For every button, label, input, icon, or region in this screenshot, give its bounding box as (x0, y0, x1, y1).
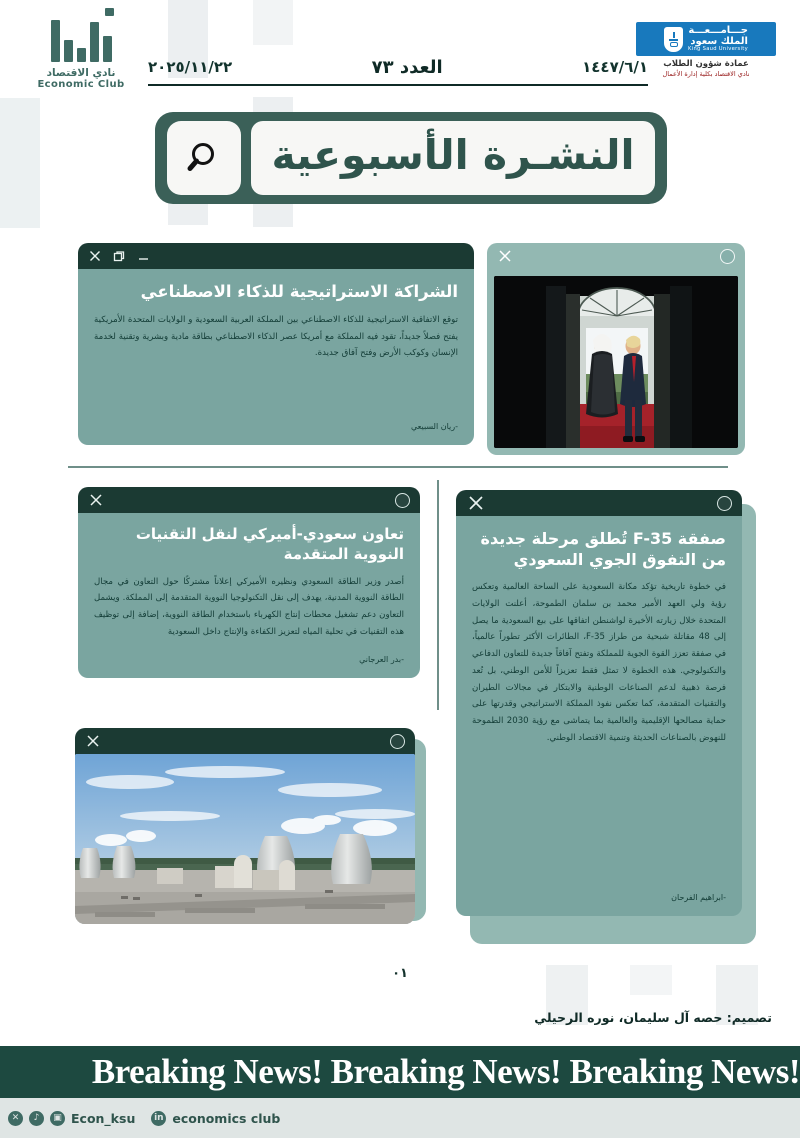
photo-card-meeting (487, 243, 745, 455)
x-icon[interactable]: ✕ (8, 1111, 23, 1126)
search-icon (184, 138, 224, 178)
window-title-bar (78, 243, 474, 269)
article-card-nuclear (78, 487, 420, 678)
close-icon[interactable] (85, 733, 101, 749)
title-plate (251, 121, 655, 195)
close-icon[interactable] (88, 492, 104, 508)
article-text: في خطوة تاريخية تؤكد مكانة السعودية على الساحة العالمية وتعكس رؤية ولي العهد الأمير محمد بن سلمان الطموحة، أعلنت الولايات المتحدة خلال زيارته الأخيرة لواشنطن اتفاقها على بيع السعودية ما يصل إلى 48 مقاتلة شبحية من طراز F-35، الطائرات الأكثر تطوراً عالمياً، في صفقة تعزز القوة الجوية للمملكة وتفتح آفاقاً جديدة للتعاون الدفاعي والتكنولوجي. هذه الخطوة لا تمثل فقط تعزيزاً للأمن الوطني، بل تُعد فرصة ذهبية لدعم الصناعات الوطنية والابتكار في مجالات الطيران والتقنيات المتقدمة، كما تعكس نفوذ المملكة الاستراتيجي وقدرتها على حماية مصالحها الإقليمية والعالمية بما يتماشى مع رؤية 2030 الطموحة للنهوض بالصناعات الحديثة وتنمية الاقتصاد الوطني. (472, 582, 727, 743)
minimize-icon[interactable] (137, 250, 150, 263)
breaking-news-banner (0, 1046, 800, 1098)
hijri-date: ١٤٤٧/٦/١ (582, 58, 648, 76)
bg-decoration-left (0, 98, 40, 228)
instagram-icon[interactable]: ▣ (50, 1111, 65, 1126)
ksu-club-affiliation: نادي الاقتصاد بكلية إدارة الأعمال (662, 70, 750, 79)
search-button[interactable] (167, 121, 241, 195)
section-divider-horizontal (68, 466, 728, 468)
gregorian-date: ٢٠٢٥/١١/٢٢ (148, 58, 233, 76)
close-icon[interactable] (88, 249, 102, 263)
article-text: توقع الاتفاقية الاستراتيجية للذكاء الاصطناعي بين المملكة العربية السعودية و الولايات المتحدة الأمريكية يفتح فصلاً جديداً، تقود فيه المملكة مع أمريكا عصر الذكاء الاصطناعي بطاقة مادية وبشرية وتقنية لخدمة الإنسان وكوكب الأرض وفتح آفاق جديدة. (94, 314, 458, 359)
article-text: أصدر وزير الطاقة السعودي ونظيره الأميركي إعلاناً مشتركًا حول التعاون في مجال الطاقة النووية المدنية، يهدف إلى نقل التكنولوجيا النووية المتقدمة إلى المملكة. ويشمل التعاون دعم تشغيل محطات إنتاج الكهرباء باستخدام الطاقة النووية، إضافة إلى توظيف هذه التقنيات في تحلية المياه لتعزيز الكفاءة والإنتاج داخل السعودية (94, 576, 404, 637)
ksu-university-english: King Saud University (688, 46, 748, 52)
ksu-deanship-label: عمادة شؤون الطلاب (663, 59, 749, 70)
article-author: -بدر العرجاني (359, 654, 404, 664)
section-divider-vertical (437, 480, 439, 710)
club-name-arabic: نادي الاقتصاد (46, 67, 116, 79)
social-handle-primary: Econ_ksu (71, 1110, 136, 1126)
issue-info-row (148, 52, 648, 86)
close-icon[interactable] (466, 493, 486, 513)
maximize-icon[interactable] (113, 250, 126, 263)
window-title-bar (75, 728, 415, 754)
ksu-logo (636, 22, 776, 78)
economic-club-logo (33, 20, 129, 90)
design-credits: تصميم: حصه آل سليمان، نوره الرحيلي (534, 1010, 772, 1025)
article-title: صفقة F-35 تُطلق مرحلة جديدة من التفوق الجوي السعودي (480, 529, 726, 570)
window-title-bar (456, 490, 742, 516)
window-title-bar (487, 243, 745, 269)
tiktok-icon[interactable]: ♪ (29, 1111, 44, 1126)
article-card-ai (78, 243, 474, 445)
close-icon[interactable] (497, 248, 513, 264)
social-links-bar (0, 1098, 800, 1138)
masthead (0, 0, 800, 105)
window-circle-icon (395, 493, 410, 508)
page-title: النشـرة الأسبوعية (271, 130, 635, 179)
photo-frame (75, 754, 415, 924)
ksu-university-line2: الملك سعود (690, 35, 748, 47)
ksu-logo-box (636, 22, 776, 56)
window-circle-icon (720, 249, 735, 264)
article-author: -ابراهيم الفرحان (671, 893, 726, 902)
meeting-photo (494, 276, 738, 448)
article-body (456, 516, 742, 916)
club-name-english: Economic Club (37, 79, 125, 90)
bar-chart-logo-icon (33, 20, 129, 62)
window-title-bar (78, 487, 420, 513)
page-number: ٠١ (392, 966, 408, 981)
ksu-university-line1: جـــامـــعـــة (688, 25, 748, 36)
window-circle-icon (390, 734, 405, 749)
article-title: الشراكة الاستراتيجية للذكاء الاصطناعي (140, 282, 458, 301)
article-card-f35 (456, 490, 742, 916)
article-body (78, 513, 420, 678)
breaking-news-text: Breaking News! Breaking News! Breaking News! (91, 1052, 800, 1091)
ksu-shield-icon (664, 27, 683, 52)
article-body (78, 269, 474, 445)
linkedin-icon[interactable]: in (151, 1111, 166, 1126)
article-title: تعاون سعودي-أميركي لنقل التقنيات النووية المتقدمة (135, 525, 404, 563)
photo-frame (487, 269, 745, 455)
weekly-bulletin-banner (155, 112, 667, 204)
social-handle-linkedin: economics club (172, 1110, 281, 1126)
issue-number: العدد ٧٣ (371, 56, 443, 78)
photo-card-plant (75, 728, 415, 924)
nuclear-plant-photo (75, 754, 415, 924)
article-author: -ريان السبيعي (411, 422, 458, 431)
window-circle-icon (717, 496, 732, 511)
